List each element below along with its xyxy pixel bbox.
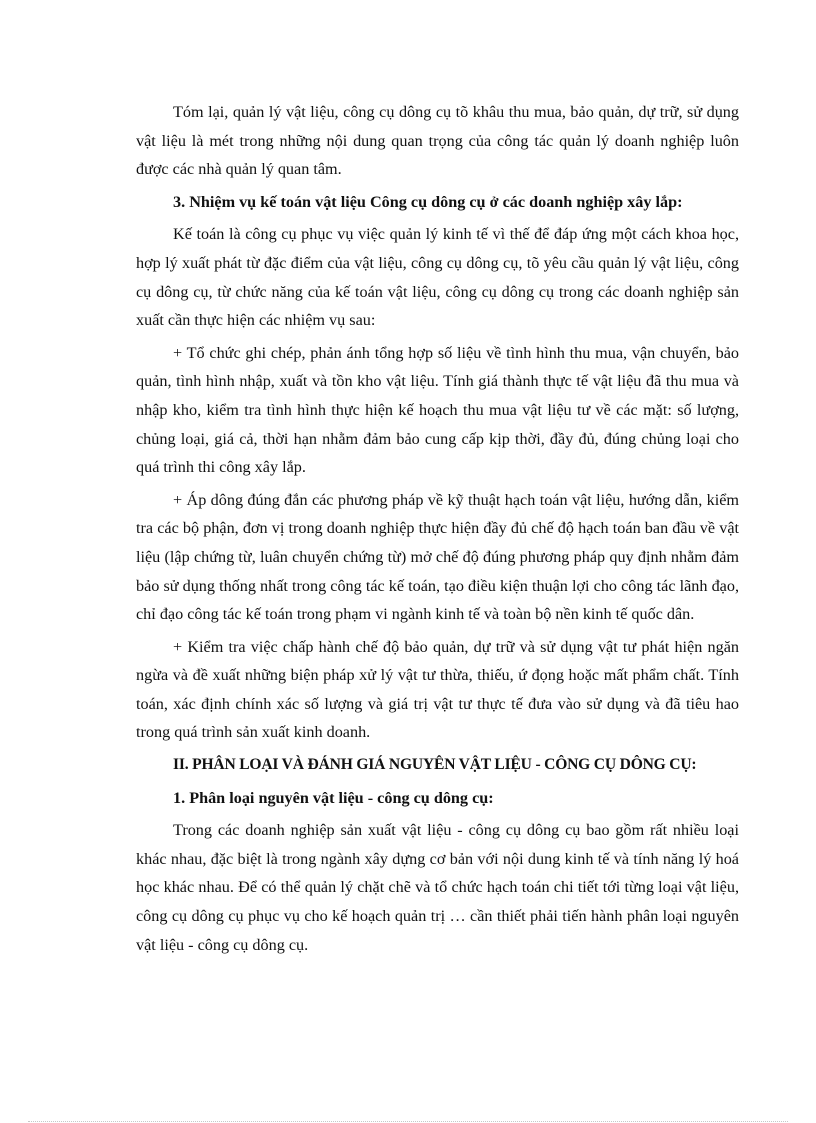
page-bottom-divider	[28, 1121, 788, 1122]
paragraph-summary: Tóm lại, quản lý vật liệu, công cụ dông cụ tõ khâu thu mua, bảo quản, dự trữ, sử dụng vật liệu là mét trong những nội dung quan trọng của công tác quản lý doanh nghiệp luôn được các nhà quản lý quan tâm.	[136, 103, 739, 179]
paragraph-task-inspection: + Kiểm tra việc chấp hành chế độ bảo quản, dự trữ và sử dụng vật tư phát hiện ngăn ngừa và đề xuất những biện pháp xử lý vật tư thừa, thiếu, ứ đọng hoặc mất phẩm chất. Tính toán, xác định chính xác số lượng và giá trị vật tư thực tế đưa vào sử dụng và đã tiêu hao trong quá trình sản xuất kinh doanh.	[136, 637, 739, 742]
heading-section-ii: II. PHÂN LOẠI VÀ ĐÁNH GIÁ NGUYÊN VẬT LIỆU - CÔNG CỤ DÔNG CỤ:	[173, 756, 697, 774]
paragraph-task-recording: + Tổ chức ghi chép, phản ánh tổng hợp số liệu về tình hình thu mua, vận chuyển, bảo quản, tình hình nhập, xuất và tồn kho vật liệu. Tính giá thành thực tế vật liệu đã thu mua và nhập kho, kiểm tra tình hình thực hiện kế hoạch thu mua vật liệu tư về các mặt: số lượng, chủng loại, giá cả, thời hạn nhằm đảm bảo cung cấp kịp thời, đầy đủ, đúng chủng loại cho quá trình thi công xây lắp.	[136, 343, 739, 477]
paragraph-accounting-role: Kế toán là công cụ phục vụ việc quản lý kinh tế vì thế để đáp ứng một cách khoa học, hợp lý xuất phát từ đặc điểm của vật liệu, công cụ dông cụ, tõ yêu cầu quản lý vật liệu, công cụ dông cụ, từ chức năng của kế toán vật liệu, công cụ dông cụ trong các doanh nghiệp sản xuất cần thực hiện các nhiệm vụ sau:	[136, 225, 739, 330]
document-page	[136, 98, 739, 959]
heading-classification: 1. Phân loại nguyên vật liệu - công cụ dông cụ:	[173, 788, 494, 807]
paragraph-task-methods: + Áp dông đúng đắn các phương pháp về kỹ thuật hạch toán vật liệu, hướng dẫn, kiểm tra các bộ phận, đơn vị trong doanh nghiệp thực hiện đầy đủ chế độ hạch toán ban đầu về vật liệu (lập chứng từ, luân chuyển chứng từ) mở chế độ đúng phương pháp quy định nhằm đảm bảo sử dụng thống nhất trong công tác kế toán, tạo điều kiện thuận lợi cho công tác lãnh đạo, chỉ đạo công tác kế toán trong phạm vi ngành kinh tế và toàn bộ nền kinh tế quốc dân.	[136, 490, 739, 624]
heading-accounting-tasks: 3. Nhiệm vụ kế toán vật liệu Công cụ dông cụ ở các doanh nghiệp xây lắp:	[173, 192, 683, 211]
paragraph-classification: Trong các doanh nghiệp sản xuất vật liệu - công cụ dông cụ bao gồm rất nhiều loại khác nhau, đặc biệt là trong ngành xây dựng cơ bản với nội dung kinh tế và tính năng lý hoá học khác nhau. Để có thể quản lý chặt chẽ và tổ chức hạch toán chi tiết tới từng loại vật liệu, công cụ dông cụ phục vụ cho kế hoạch quản trị … cần thiết phải tiến hành phân loại nguyên vật liệu - công cụ dông cụ.	[136, 821, 739, 954]
